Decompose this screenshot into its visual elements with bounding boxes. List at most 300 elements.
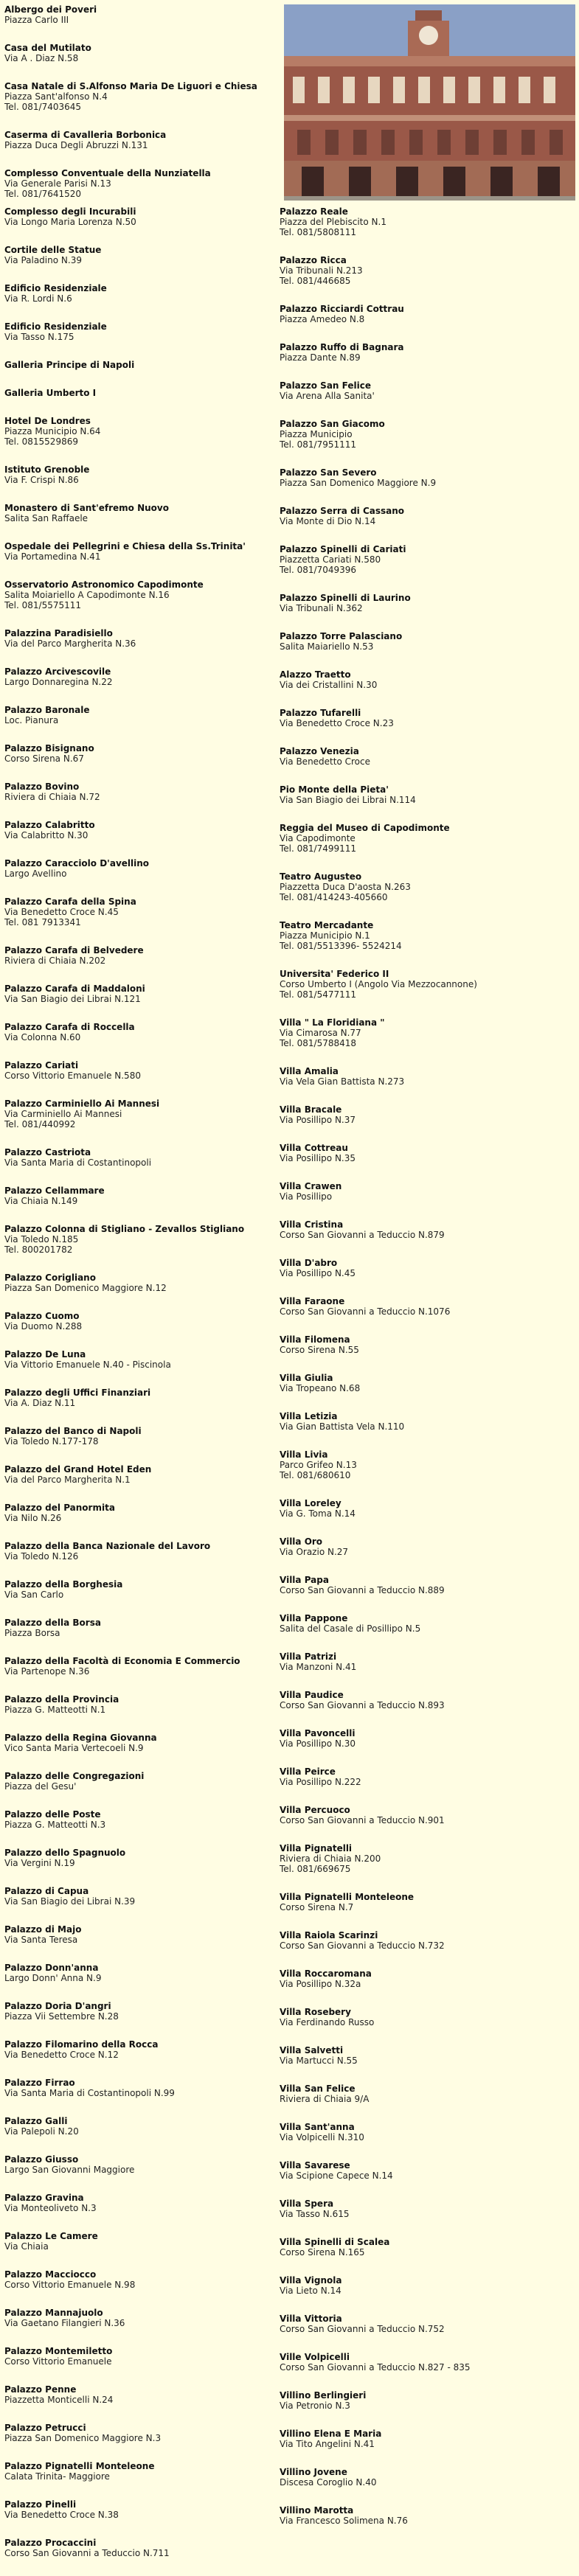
entry-detail-line: Via Toledo N.126	[4, 1551, 79, 1562]
directory-entry	[4, 858, 274, 879]
directory-entry	[280, 2390, 571, 2411]
entry-detail-line: Via Benedetto Croce N.12	[4, 2050, 119, 2060]
palace-facade-illustration	[284, 4, 575, 201]
entry-name: Osservatorio Astronomico Capodimonte	[4, 579, 204, 590]
directory-entry	[4, 1022, 274, 1042]
entry-detail-line: Tel. 081/440992	[4, 1119, 76, 1129]
entry-detail-line: Via Benedetto Croce N.38	[4, 2510, 119, 2520]
entry-detail-line: Via Paladino N.39	[4, 255, 82, 265]
entry-name: Alazzo Traetto	[280, 669, 351, 680]
directory-entry	[4, 2001, 274, 2022]
entry-detail-line: Vico Santa Maria Vertecoeli N.9	[4, 1743, 144, 1753]
directory-entry	[280, 1613, 571, 1634]
entry-detail-line: Via Posillipo N.30	[280, 1738, 356, 1749]
directory-entry	[280, 342, 571, 363]
entry-detail-line: Via Arena Alla Sanita'	[280, 391, 375, 401]
entry-detail-line: Via Tito Angelini N.41	[280, 2439, 375, 2449]
directory-entry	[280, 2467, 571, 2488]
entry-detail-line: Piazza del Plebiscito N.1	[280, 217, 386, 227]
entry-name: Villino Berlingieri	[280, 2390, 367, 2401]
entry-detail-line: Via Ferdinando Russo	[280, 2017, 375, 2027]
directory-entry	[280, 1805, 571, 1825]
entry-detail-line: Piazza Carlo III	[4, 15, 69, 25]
entry-name: Villa Patrizi	[280, 1651, 337, 1662]
entry-detail-line: Via Francesco Solimena N.76	[280, 2516, 408, 2526]
entry-detail-line: Tel. 081/7951111	[280, 439, 357, 450]
entry-detail-line: Largo Avellino	[4, 868, 67, 879]
entry-name: Villa Peirce	[280, 1766, 336, 1777]
entry-name: Villino Jovene	[280, 2467, 347, 2477]
directory-entry	[4, 579, 274, 610]
entry-name: Palazzo San Felice	[280, 380, 371, 391]
directory-entry	[280, 1181, 571, 1202]
entry-name: Palazzo Mannajuolo	[4, 2308, 103, 2318]
entry-detail-line: Via Cimarosa N.77	[280, 1028, 361, 1038]
entry-name: Villa Vignola	[280, 2275, 342, 2286]
directory-entry	[4, 1147, 274, 1168]
directory-entry	[280, 1334, 571, 1355]
entry-detail-line: Via Tasso N.615	[280, 2209, 350, 2219]
entry-detail-line: Piazza San Domenico Maggiore N.12	[4, 1283, 167, 1293]
entry-name: Edificio Residenziale	[4, 321, 107, 332]
entry-name: Villa Sant'anna	[280, 2122, 355, 2132]
entry-name: Palazzo Donn'anna	[4, 1963, 99, 1973]
entry-name: Villa D'abro	[280, 1258, 338, 1268]
entry-detail-line: Salita Maiariello N.53	[280, 641, 374, 652]
entry-name: Istituto Grenoble	[4, 464, 90, 475]
entry-detail-line: Discesa Coroglio N.40	[280, 2477, 377, 2488]
entry-detail-line: Via del Parco Margherita N.36	[4, 638, 136, 649]
entry-detail-line: Via Partenope N.36	[4, 1666, 90, 1677]
entry-detail-line: Via Posillipo N.35	[280, 1153, 356, 1163]
directory-entry	[4, 2308, 274, 2328]
entry-name: Villa Papa	[280, 1575, 329, 1585]
directory-entry	[280, 920, 571, 951]
entry-detail-line: Parco Grifeo N.13	[280, 1460, 357, 1470]
entry-detail-line: Via San Carlo	[4, 1590, 64, 1600]
entry-detail-line: Via Tasso N.175	[4, 332, 74, 342]
entry-name: Palazzina Paradisiello	[4, 628, 113, 638]
directory-entry	[4, 705, 274, 725]
entry-detail-line: Via Posillipo N.222	[280, 1777, 361, 1787]
directory-entry	[4, 897, 274, 927]
entry-detail-line: Via Gaetano Filangieri N.36	[4, 2318, 125, 2328]
entry-detail-line: Via Benedetto Croce N.23	[280, 718, 394, 728]
directory-entry	[4, 168, 279, 199]
entry-name: Palazzo di Capua	[4, 1886, 89, 1896]
entry-detail-line: Via del Parco Margherita N.1	[4, 1475, 131, 1485]
entry-name: Palazzo Montemiletto	[4, 2346, 113, 2356]
entry-detail-line: Via Vergini N.19	[4, 1858, 75, 1868]
entry-detail-line: Corso Umberto I (Angolo Via Mezzocannone)	[280, 979, 477, 989]
entry-name: Galleria Principe di Napoli	[4, 360, 135, 370]
entry-detail-line: Via Carminiello Ai Mannesi	[4, 1109, 122, 1119]
entry-name: Villa Pavoncelli	[280, 1728, 356, 1738]
entry-name: Albergo dei Poveri	[4, 4, 97, 15]
directory-entry	[4, 2269, 274, 2290]
directory-entry	[280, 544, 571, 575]
entry-detail-line: Corso San Giovanni a Teduccio N.893	[280, 1700, 445, 1710]
entry-detail-line: Corso San Giovanni a Teduccio N.711	[4, 2548, 170, 2558]
entry-name: Palazzo Penne	[4, 2384, 77, 2395]
entry-name: Palazzo Tufarelli	[280, 708, 361, 718]
entry-name: Villa Roccaromana	[280, 1968, 372, 1979]
directory-entry	[280, 1930, 571, 1951]
directory-entry	[4, 2154, 274, 2175]
directory-entry	[4, 1224, 274, 1255]
left-column	[4, 206, 274, 2576]
directory-entry	[280, 2275, 571, 2296]
entry-name: Villa Pappone	[280, 1613, 348, 1623]
entry-name: Palazzo Bovino	[4, 781, 80, 792]
entry-detail-line: Via San Biagio dei Librai N.121	[4, 994, 141, 1004]
entry-name: Palazzo Serra di Cassano	[280, 506, 405, 516]
directory-entry	[280, 2505, 571, 2526]
entry-name: Complesso Conventuale della Nunziatella	[4, 168, 211, 178]
entry-detail-line: Via Tropeano N.68	[280, 1383, 361, 1393]
entry-name: Caserma di Cavalleria Borbonica	[4, 130, 167, 140]
right-column	[280, 206, 571, 2544]
directory-entry	[280, 871, 571, 902]
directory-entry	[280, 1892, 571, 1912]
entry-detail-line: Corso Sirena N.67	[4, 753, 84, 764]
directory-entry	[280, 784, 571, 805]
entry-name: Palazzo Castriota	[4, 1147, 91, 1158]
entry-name: Palazzo San Giacomo	[280, 419, 385, 429]
entry-detail-line: Salita Moiariello A Capodimonte N.16	[4, 590, 170, 600]
entry-detail-line: Via Palepoli N.20	[4, 2126, 79, 2137]
directory-entry	[4, 1464, 274, 1485]
directory-entry	[4, 1186, 274, 1206]
directory-entry	[4, 245, 274, 265]
directory-entry	[280, 708, 571, 728]
directory-entry	[280, 1651, 571, 1672]
entry-detail-line: Via G. Toma N.14	[280, 1508, 356, 1519]
entry-detail-line: Corso San Giovanni a Teduccio N.889	[280, 1585, 445, 1595]
entry-detail-line: Piazzetta Cariati N.580	[280, 554, 381, 565]
entry-name: Palazzo Doria D'angri	[4, 2001, 111, 2011]
entry-name: Villa Crawen	[280, 1181, 342, 1191]
directory-entry	[4, 820, 274, 840]
entry-detail-line: Tel. 081/5808111	[280, 227, 357, 237]
directory-entry	[4, 2116, 274, 2137]
directory-entry	[280, 1296, 571, 1317]
directory-entry	[4, 416, 274, 447]
entry-detail-line: Via A . Diaz N.58	[4, 53, 79, 63]
entry-name: Villa Livia	[280, 1449, 328, 1460]
entry-name: Palazzo Baronale	[4, 705, 90, 715]
directory-entry	[4, 1771, 274, 1792]
entry-detail-line: Via Manzoni N.41	[280, 1662, 357, 1672]
entry-detail-line: Piazza G. Matteotti N.1	[4, 1705, 106, 1715]
entry-name: Palazzo Corigliano	[4, 1273, 96, 1283]
entry-name: Cortile delle Statue	[4, 245, 102, 255]
directory-entry	[4, 1924, 274, 1945]
entry-name: Palazzo Torre Palasciano	[280, 631, 403, 641]
entry-detail-line: Tel. 081 7913341	[4, 917, 81, 927]
directory-entry	[4, 4, 279, 25]
directory-entry	[280, 255, 571, 286]
directory-entry	[280, 746, 571, 767]
directory-entry	[4, 628, 274, 649]
entry-detail-line: Via Vela Gian Battista N.273	[280, 1076, 405, 1087]
entry-detail-line: Piazza Municipio N.1	[280, 930, 370, 941]
directory-entry	[280, 2007, 571, 2027]
entry-detail-line: Salita del Casale di Posillipo N.5	[280, 1623, 421, 1634]
entry-detail-line: Piazza del Gesu'	[4, 1781, 77, 1792]
directory-entry	[4, 1503, 274, 1523]
entry-detail-line: Piazza Duca Degli Abruzzi N.131	[4, 140, 148, 150]
entry-name: Villa Vittoria	[280, 2314, 342, 2324]
directory-entry	[4, 1886, 274, 1907]
entry-name: Monastero di Sant'efremo Nuovo	[4, 503, 169, 513]
entry-name: Villa Pignatelli Monteleone	[280, 1892, 415, 1902]
entry-detail-line: Corso San Giovanni a Teduccio N.752	[280, 2324, 445, 2334]
entry-name: Palazzo De Luna	[4, 1349, 86, 1360]
entry-detail-line: Tel. 081/5477111	[280, 989, 357, 1000]
directory-entry	[280, 1066, 571, 1087]
entry-detail-line: Corso Vittorio Emanuele	[4, 2356, 112, 2367]
directory-entry	[4, 666, 274, 687]
directory-entry	[280, 1766, 571, 1787]
directory-entry	[4, 2231, 274, 2252]
entry-detail-line: Via Volpicelli N.310	[280, 2132, 364, 2142]
entry-name: Complesso degli Incurabili	[4, 206, 136, 217]
entry-detail-line: Corso Vittorio Emanuele N.580	[4, 1071, 141, 1081]
directory-entry	[4, 2538, 274, 2558]
entry-name: Palazzo San Severo	[280, 467, 377, 478]
entry-name: Palazzo Ricciardi Cottrau	[280, 304, 404, 314]
directory-entry	[4, 1733, 274, 1753]
entry-name: Palazzo Ricca	[280, 255, 347, 265]
entry-name: Teatro Mercadante	[280, 920, 374, 930]
directory-entry	[4, 1388, 274, 1408]
entry-detail-line: Via Gian Battista Vela N.110	[280, 1421, 405, 1432]
entry-name: Hotel De Londres	[4, 416, 91, 426]
directory-entry	[4, 2039, 274, 2060]
entry-name: Palazzo Carafa di Maddaloni	[4, 984, 145, 994]
directory-entry	[280, 1104, 571, 1125]
entry-detail-line: Via Longo Maria Lorenza N.50	[4, 217, 136, 227]
entry-name: Palazzo Macciocco	[4, 2269, 97, 2280]
entry-name: Palazzo Gravina	[4, 2193, 84, 2203]
directory-entry	[280, 1536, 571, 1557]
directory-entry	[280, 2199, 571, 2219]
entry-detail-line: Via Capodimonte	[280, 833, 356, 843]
entry-detail-line: Via San Biagio dei Librai N.114	[280, 795, 416, 805]
entry-name: Villa Paudice	[280, 1690, 344, 1700]
entry-name: Palazzo Spinelli di Laurino	[280, 593, 411, 603]
entry-detail-line: Salita San Raffaele	[4, 513, 89, 523]
entry-detail-line: Tel. 081/7049396	[280, 565, 357, 575]
entry-detail-line: Largo San Giovanni Maggiore	[4, 2165, 135, 2175]
directory-entry	[4, 360, 274, 370]
directory-entry	[4, 2423, 274, 2443]
entry-detail-line: Tel. 081/446685	[280, 276, 351, 286]
directory-entry	[4, 1426, 274, 1447]
directory-entry	[280, 304, 571, 324]
entry-detail-line: Via R. Lordi N.6	[4, 293, 72, 304]
entry-detail-line: Corso Sirena N.7	[280, 1902, 354, 1912]
entry-name: Palazzo degli Uffici Finanziari	[4, 1388, 151, 1398]
entry-name: Villa Spinelli di Scalea	[280, 2237, 390, 2247]
entry-name: Palazzo di Majo	[4, 1924, 82, 1935]
entry-detail-line: Tel. 081/5575111	[4, 600, 82, 610]
directory-entry	[4, 2461, 274, 2482]
directory-entry	[4, 503, 274, 523]
directory-entry	[280, 467, 571, 488]
entry-detail-line: Via Santa Teresa	[4, 1935, 78, 1945]
entry-name: Villa Faraone	[280, 1296, 345, 1306]
entry-name: Palazzo dello Spagnuolo	[4, 1848, 126, 1858]
directory-entry	[280, 1219, 571, 1240]
entry-name: Villa Filomena	[280, 1334, 350, 1345]
entry-detail-line: Piazzetta Monticelli N.24	[4, 2395, 114, 2405]
entry-name: Palazzo Bisignano	[4, 743, 94, 753]
entry-detail-line: Tel. 081/5788418	[280, 1038, 357, 1048]
entry-detail-line: Tel. 081/7499111	[280, 843, 357, 854]
entry-detail-line: Corso San Giovanni a Teduccio N.732	[280, 1940, 445, 1951]
entry-name: Villa Loreley	[280, 1498, 341, 1508]
entry-name: Villa Giulia	[280, 1373, 333, 1383]
entry-name: Villino Marotta	[280, 2505, 354, 2516]
palazzo-reale-photo	[284, 4, 575, 201]
entry-detail-line: Via Toledo N.177-178	[4, 1436, 99, 1447]
directory-entry	[280, 1143, 571, 1163]
entry-detail-line: Via Calabritto N.30	[4, 830, 89, 840]
entry-detail-line: Via Scipione Capece N.14	[280, 2171, 393, 2181]
entry-detail-line: Via Petronio N.3	[280, 2401, 350, 2411]
directory-entry	[280, 969, 571, 1000]
entry-name: Villa Bracale	[280, 1104, 342, 1115]
entry-detail-line: Via Santa Maria di Costantinopoli	[4, 1158, 152, 1168]
entry-detail-line: Loc. Pianura	[4, 715, 59, 725]
entry-name: Palazzo Petrucci	[4, 2423, 86, 2433]
entry-name: Palazzo del Grand Hotel Eden	[4, 1464, 152, 1475]
entry-detail-line: Tel. 081/680610	[280, 1470, 351, 1480]
entry-name: Palazzo della Facoltà di Economia E Commercio	[4, 1656, 240, 1666]
entry-name: Casa del Mutilato	[4, 43, 91, 53]
entry-detail-line: Via Monteoliveto N.3	[4, 2203, 97, 2213]
entry-name: Villa Raiola Scarinzi	[280, 1930, 378, 1940]
directory-entry	[280, 1373, 571, 1393]
entry-detail-line: Tel. 081/669675	[280, 1864, 351, 1874]
entry-detail-line: Via Posillipo N.45	[280, 1268, 356, 1278]
entry-detail-line: Via Vittorio Emanuele N.40 - Piscinola	[4, 1360, 171, 1370]
directory-entry	[280, 1411, 571, 1432]
directory-entry	[280, 2237, 571, 2258]
entry-detail-line: Corso Sirena N.55	[280, 1345, 359, 1355]
entry-detail-line: Tel. 0815529869	[4, 436, 78, 447]
entry-name: Villa Rosebery	[280, 2007, 351, 2017]
directory-entry	[4, 945, 274, 966]
entry-name: Palazzo Ruffo di Bagnara	[280, 342, 404, 352]
directory-entry	[4, 1848, 274, 1868]
entry-name: Villa Cristina	[280, 1219, 344, 1230]
directory-entry	[4, 1541, 274, 1562]
entry-name: Palazzo Cariati	[4, 1060, 79, 1071]
entry-detail-line: Via Posillipo	[280, 1191, 333, 1202]
directory-entry	[280, 2122, 571, 2142]
directory-entry	[4, 781, 274, 802]
entry-detail-line: Corso San Giovanni a Teduccio N.1076	[280, 1306, 451, 1317]
directory-entry	[4, 321, 274, 342]
entry-detail-line: Riviera di Chiaia 9/A	[280, 2094, 370, 2104]
entry-detail-line: Corso San Giovanni a Teduccio N.827 - 835	[280, 2362, 471, 2373]
entry-name: Palazzo Spinelli di Cariati	[280, 544, 406, 554]
entry-name: Palazzo della Provincia	[4, 1694, 119, 1705]
entry-name: Palazzo Arcivescovile	[4, 666, 111, 677]
entry-detail-line: Via Lieto N.14	[280, 2286, 341, 2296]
directory-entry	[4, 1099, 274, 1129]
entry-detail-line: Corso Vittorio Emanuele N.98	[4, 2280, 136, 2290]
entry-detail-line: Piazza Municipio N.64	[4, 426, 101, 436]
directory-entry	[4, 1656, 274, 1677]
entry-name: Palazzo Giusso	[4, 2154, 79, 2165]
entry-detail-line: Via Benedetto Croce N.45	[4, 907, 119, 917]
entry-detail-line: Tel. 081/7403645	[4, 102, 82, 112]
entry-detail-line: Calata Trinita- Maggiore	[4, 2471, 110, 2482]
entry-detail-line: Via Monte di Dio N.14	[280, 516, 376, 526]
directory-entry	[280, 1690, 571, 1710]
directory-entry	[280, 1575, 571, 1595]
entry-detail-line: Piazza Municipio	[280, 429, 353, 439]
directory-entry	[4, 1809, 274, 1830]
entry-name: Villa San Felice	[280, 2084, 356, 2094]
directory-entry	[280, 2352, 571, 2373]
entry-name: Palazzo Carafa di Belvedere	[4, 945, 144, 955]
directory-entry	[4, 1579, 274, 1600]
entry-detail-line: Via San Biagio dei Librai N.39	[4, 1896, 136, 1907]
entry-detail-line: Riviera di Chiaia N.200	[280, 1853, 381, 1864]
entry-detail-line: Via Tribunali N.213	[280, 265, 363, 276]
directory-entry	[4, 743, 274, 764]
entry-detail-line: Piazzetta Duca D'aosta N.263	[280, 882, 411, 892]
entry-name: Galleria Umberto I	[4, 388, 97, 398]
entry-detail-line: Riviera di Chiaia N.202	[4, 955, 106, 966]
entry-name: Palazzo delle Poste	[4, 1809, 101, 1820]
entry-detail-line: Piazza San Domenico Maggiore N.9	[280, 478, 437, 488]
entry-name: Palazzo Calabritto	[4, 820, 95, 830]
entry-name: Pio Monte della Pieta'	[280, 784, 389, 795]
entry-name: Palazzo Pignatelli Monteleone	[4, 2461, 155, 2471]
entry-name: Palazzo della Borghesia	[4, 1579, 123, 1590]
directory-entry	[4, 2384, 274, 2405]
entry-name: Villa Oro	[280, 1536, 323, 1547]
directory-entry	[4, 130, 279, 150]
entry-name: Palazzo Procaccini	[4, 2538, 97, 2548]
entry-detail-line: Via Nilo N.26	[4, 1513, 62, 1523]
entry-detail-line: Via Benedetto Croce	[280, 756, 370, 767]
entry-name: Palazzo della Regina Giovanna	[4, 1733, 157, 1743]
directory-entry	[4, 43, 279, 63]
entry-detail-line: Corso San Giovanni a Teduccio N.901	[280, 1815, 445, 1825]
entry-detail-line: Piazza Sant'alfonso N.4	[4, 91, 108, 102]
entry-detail-line: Corso San Giovanni a Teduccio N.879	[280, 1230, 445, 1240]
entry-detail-line: Largo Donn' Anna N.9	[4, 1973, 102, 1983]
entry-name: Palazzo Pinelli	[4, 2499, 77, 2510]
entry-detail-line: Piazza San Domenico Maggiore N.3	[4, 2433, 162, 2443]
top-entries	[4, 4, 279, 217]
entry-name: Villa Spera	[280, 2199, 334, 2209]
entry-name: Villino Elena E Maria	[280, 2429, 382, 2439]
entry-name: Villa Pignatelli	[280, 1843, 353, 1853]
directory-entry	[280, 1968, 571, 1989]
directory-entry	[280, 2314, 571, 2334]
entry-detail-line: Via Martucci N.55	[280, 2055, 358, 2066]
entry-detail-line: Via Toledo N.185	[4, 1234, 79, 1245]
entry-detail-line: Via dei Cristallini N.30	[280, 680, 378, 690]
